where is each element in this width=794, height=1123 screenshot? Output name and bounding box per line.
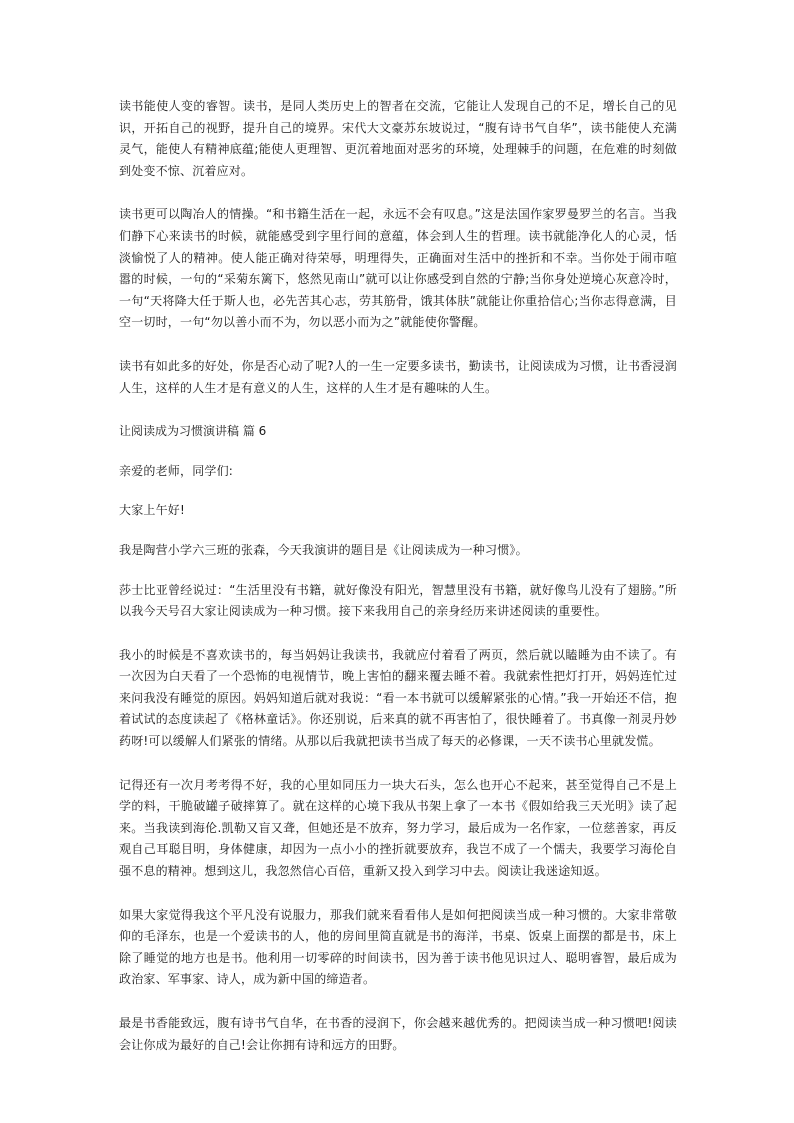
paragraph: 最是书香能致远，腹有诗书气自华，在书香的浸润下，你会越来越优秀的。把阅读当成一种习惯吧!阅读会让你成为最好的自己!会让你拥有诗和远方的田野。 [119, 1016, 677, 1052]
paragraph: 如果大家觉得我这个平凡没有说服力，那我们就来看看伟人是如何把阅读当成一种习惯的。大家非常敬仰的毛泽东，也是一个爱读书的人，他的房间里简直就是书的海洋，书桌、饭桌上面摆的都是书，床上除了睡觉的地方也是书。他利用一切零碎的时间读书，因为善于读书他见识过人、聪明睿智，最后成为政治家、军事家、诗人，成为新中国的缔造者。 [119, 907, 677, 987]
document-page [119, 96, 677, 1078]
paragraph: 莎士比亚曾经说过：“生活里没有书籍，就好像没有阳光，智慧里没有书籍，就好像鸟儿没有了翅膀。”所以我今天号召大家让阅读成为一种习惯。接下来我用自己的亲身经历来讲述阅读的重要性。 [119, 582, 677, 619]
section-title: 让阅读成为习惯演讲稿 篇 6 [119, 424, 267, 439]
paragraph: 记得还有一次月考考得不好，我的心里如同压力一块大石头，怎么也开心不起来，甚至觉得自己不是上学的料，干脆破罐子破摔算了。就在这样的心境下我从书架上拿了一本书《假如给我三天光明》读了起来。当我读到海伦.凯勒又盲又聋，但她还是不放弃，努力学习，最后成为一名作家，一位慈善家，再反观自己耳聪目明，身体健康，却因为一点小小的挫折就要放弃，我岂不成了一个懦夫，我要学习海伦自强不息的精神。想到这儿，我忽然信心百倍，重新又投入到学习中去。阅读让我迷途知返。 [119, 777, 677, 879]
paragraph: 我是陶营小学六三班的张森，今天我演讲的题目是《让阅读成为一种习惯》。 [119, 542, 528, 557]
paragraph: 读书有如此多的好处，你是否心动了呢?人的一生一定要多读书，勤读书，让阅读成为习惯，让书香浸润人生，这样的人生才是有意义的人生，这样的人生才是有趣味的人生。 [119, 358, 677, 395]
salutation: 大家上午好! [119, 503, 186, 518]
paragraph: 读书更可以陶冶人的情操。“和书籍生活在一起，永远不会有叹息。”这是法国作家罗曼罗兰的名言。当我们静下心来读书的时候，就能感受到字里行间的意蕴，体会到人生的哲理。读书就能净化人的心灵，恬淡愉悦了人的精神。使人能正确对待荣辱，明理得失，正确面对生活中的挫折和不幸。当你处于闹市喧嚣的时候，一句的“采菊东篱下，悠然见南山”就可以让你感受到自然的宁静;当你身处逆境心灰意冷时，一句“天将降大任于斯人也，必先苦其心志，劳其筋骨，饿其体肤”就能让你重拾信心;当你志得意满，目空一切时，一句“勿以善小而不为，勿以恶小而为之”就能使你警醒。 [119, 207, 677, 330]
paragraph: 我小的时候是不喜欢读书的，每当妈妈让我读书，我就应付着看了两页，然后就以瞌睡为由不读了。有一次因为白天看了一个恐怖的电视情节，晚上害怕的翻来覆去睡不着。我就索性把灯打开，妈妈连忙过来问我没有睡觉的原因。妈妈知道后就对我说：“看一本书就可以缓解紧张的心情。”我一开始还不信，抱着试试的态度读起了《格林童话》。你还别说，后来真的就不再害怕了，很快睡着了。书真像一剂灵丹妙药呀!可以缓解人们紧张的情绪。从那以后我就把读书当成了每天的必修课，一天不读书心里就发慌。 [119, 647, 677, 749]
paragraph: 读书能使人变的睿智。读书，是同人类历史上的智者在交流，它能让人发现自己的不足，增长自己的见识，开拓自己的视野，提升自己的境界。宋代大文豪苏东坡说过，“腹有诗书气自华”，读书能使人充满灵气，能使人有精神底蕴;能使人更理智、更沉着地面对恶劣的环境，处理棘手的问题，在危难的时刻做到处变不惊、沉着应对。 [119, 99, 677, 178]
greeting: 亲爱的老师，同学们: [119, 463, 234, 478]
